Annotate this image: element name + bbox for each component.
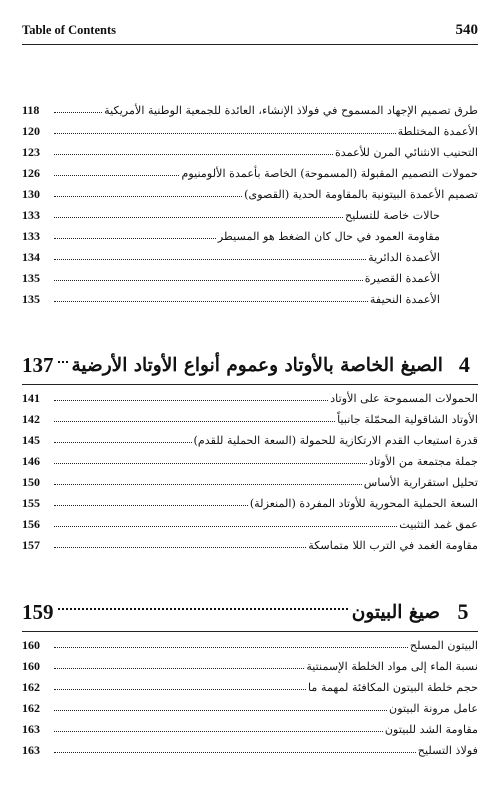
dot-leader bbox=[54, 112, 102, 113]
dot-leader bbox=[54, 668, 304, 669]
toc-entry[interactable] bbox=[22, 243, 478, 264]
toc-entry-title: قدرة استيعاب القدم الارتكازية للحمولة (السعة الحملية للقدم) bbox=[193, 433, 478, 447]
toc-entry[interactable] bbox=[22, 715, 478, 736]
toc-entry-title: الحمولات المسموحة على الأوتاد bbox=[330, 391, 478, 405]
chapter-number: 5 bbox=[457, 599, 469, 624]
dot-leader bbox=[54, 731, 383, 732]
toc-entry-page-number: 157 bbox=[22, 537, 40, 552]
toc-entry[interactable] bbox=[22, 405, 478, 426]
toc-entry-title: فولاذ التسليح bbox=[417, 743, 478, 757]
toc-entry[interactable] bbox=[22, 384, 478, 405]
toc-entry-title: تصميم الأعمدة البيتونية بالمقاومة الحدية (القصوى) bbox=[244, 187, 478, 201]
dot-leader bbox=[54, 154, 333, 155]
toc-entry[interactable] bbox=[22, 264, 478, 285]
toc-entry[interactable] bbox=[22, 510, 478, 531]
header-page-number: 540 bbox=[455, 22, 478, 38]
chapter-number: 4 bbox=[458, 352, 470, 377]
toc-entry-title: البيتون المسلح bbox=[409, 638, 478, 652]
toc-entry-page-number: 118 bbox=[22, 102, 40, 117]
dot-leader bbox=[54, 484, 362, 485]
toc-entry-page-number: 126 bbox=[22, 165, 40, 180]
dot-leader bbox=[54, 421, 335, 422]
chapter-4-heading[interactable] bbox=[22, 350, 478, 380]
toc-entry[interactable] bbox=[22, 159, 478, 180]
page-header bbox=[22, 22, 478, 45]
toc-entry[interactable] bbox=[22, 138, 478, 159]
toc-entry-title: حمولات التصميم المقبولة (المسموحة) الخاصة بأعمدة الألومنيوم bbox=[181, 166, 478, 180]
toc-entry[interactable] bbox=[22, 285, 478, 306]
dot-leader bbox=[54, 133, 396, 134]
toc-entry-page-number: 133 bbox=[22, 228, 40, 243]
toc-entry[interactable] bbox=[22, 201, 478, 222]
header-title: Table of Contents bbox=[22, 23, 116, 37]
toc-entry-page-number: 135 bbox=[22, 291, 40, 306]
chapter-page-number: 159 bbox=[22, 599, 54, 624]
toc-entry-page-number: 162 bbox=[22, 700, 40, 715]
toc-entry-page-number: 156 bbox=[22, 516, 40, 531]
toc-entry-page-number: 134 bbox=[22, 249, 40, 264]
toc-entry-title: حجم خلطة البيتون المكافئة لمهمة ما bbox=[308, 680, 478, 694]
toc-entry-page-number: 133 bbox=[22, 207, 40, 222]
chapter-page-number: 137 bbox=[22, 352, 54, 377]
dot-leader bbox=[54, 526, 397, 527]
toc-entry[interactable] bbox=[22, 736, 478, 757]
toc-entry-page-number: 123 bbox=[22, 144, 40, 159]
dot-leader bbox=[58, 361, 68, 363]
dot-leader bbox=[54, 175, 179, 176]
dot-leader bbox=[54, 647, 408, 648]
dot-leader bbox=[54, 280, 363, 281]
toc-entry-page-number: 130 bbox=[22, 186, 40, 201]
dot-leader bbox=[54, 238, 216, 239]
chapter-title: الصيغ الخاصة بالأوتاد وعموم أنواع الأوتاد الأرضية bbox=[71, 354, 443, 376]
toc-entry-page-number: 160 bbox=[22, 637, 40, 652]
toc-entry-title: الأعمدة الدائرية bbox=[368, 250, 440, 264]
chapter-5-heading[interactable] bbox=[22, 597, 478, 627]
toc-entry-title: الأعمدة النحيفة bbox=[369, 292, 440, 306]
toc-entry[interactable] bbox=[22, 447, 478, 468]
dot-leader bbox=[54, 752, 416, 753]
toc-entry[interactable] bbox=[22, 673, 478, 694]
toc-entry-page-number: 163 bbox=[22, 721, 40, 736]
dot-leader bbox=[54, 463, 367, 464]
dot-leader bbox=[58, 608, 348, 610]
toc-entry[interactable] bbox=[22, 426, 478, 447]
chapter-title: صيغ البيتون bbox=[351, 601, 440, 623]
toc-entry-title: السعة الحملية المحورية للأوتاد المفردة (المنعزلة) bbox=[249, 496, 478, 510]
toc-entry-page-number: 142 bbox=[22, 411, 40, 426]
dot-leader bbox=[54, 196, 242, 197]
toc-entry[interactable] bbox=[22, 96, 478, 117]
toc-entry-title: طرق تصميم الإجهاد المسموح في فولاذ الإنشاء، العائدة للجمعية الوطنية الأمريكية bbox=[104, 103, 478, 117]
dot-leader bbox=[54, 400, 328, 401]
toc-entry-title: عامل مرونة البيتون bbox=[389, 701, 478, 715]
toc-entry-title: الأوتاد الشاقولية المحمّلة جانبياً bbox=[337, 412, 478, 426]
toc-section-5-entries bbox=[22, 631, 478, 757]
toc-entry-title: مقاومة الغمد في الترب اللا متماسكة bbox=[308, 538, 478, 552]
toc-entry-title: مقاومة الشد للبيتون bbox=[384, 722, 478, 736]
toc-entry-title: حالات خاصة للتسليح bbox=[345, 208, 440, 222]
toc-entry[interactable] bbox=[22, 180, 478, 201]
toc-entry-title: التحنيب الانثنائي المرن للأعمدة bbox=[334, 145, 478, 159]
toc-entry[interactable] bbox=[22, 631, 478, 652]
dot-leader bbox=[54, 547, 306, 548]
toc-entry-page-number: 145 bbox=[22, 432, 40, 447]
toc-section-4-entries bbox=[22, 384, 478, 552]
toc-entry-title: نسبة الماء إلى مواد الخلطة الإسمنتية bbox=[306, 659, 478, 673]
dot-leader bbox=[54, 442, 192, 443]
toc-entry[interactable] bbox=[22, 489, 478, 510]
toc-entry-page-number: 160 bbox=[22, 658, 40, 673]
toc-entry[interactable] bbox=[22, 694, 478, 715]
toc-entry[interactable] bbox=[22, 117, 478, 138]
dot-leader bbox=[54, 217, 343, 218]
toc-entry-page-number: 162 bbox=[22, 679, 40, 694]
toc-entry-title: الأعمدة القصيرة bbox=[364, 271, 440, 285]
toc-entry-page-number: 163 bbox=[22, 742, 40, 757]
toc-entry-page-number: 141 bbox=[22, 390, 40, 405]
toc-entry[interactable] bbox=[22, 468, 478, 489]
toc-entry-page-number: 120 bbox=[22, 123, 40, 138]
dot-leader bbox=[54, 689, 306, 690]
toc-entry[interactable] bbox=[22, 652, 478, 673]
toc-entry-page-number: 135 bbox=[22, 270, 40, 285]
toc-entry[interactable] bbox=[22, 222, 478, 243]
toc-entry-page-number: 146 bbox=[22, 453, 40, 468]
dot-leader bbox=[54, 505, 248, 506]
dot-leader bbox=[54, 301, 368, 302]
toc-entry-title: جملة مجتمعة من الأوتاد bbox=[368, 454, 478, 468]
dot-leader bbox=[54, 259, 366, 260]
toc-entry-title: مقاومة العمود في حال كان الضغط هو المسيطر bbox=[217, 229, 440, 243]
toc-entry-title: عمق غمد التثبيت bbox=[399, 517, 478, 531]
toc-entry-title: الأعمدة المختلطة bbox=[397, 124, 478, 138]
toc-entry-page-number: 150 bbox=[22, 474, 40, 489]
toc-entry-page-number: 155 bbox=[22, 495, 40, 510]
dot-leader bbox=[54, 710, 387, 711]
toc-entry-title: تحليل استقرارية الأساس bbox=[363, 475, 478, 489]
toc-section-3-entries bbox=[22, 96, 478, 306]
toc-entry[interactable] bbox=[22, 531, 478, 552]
